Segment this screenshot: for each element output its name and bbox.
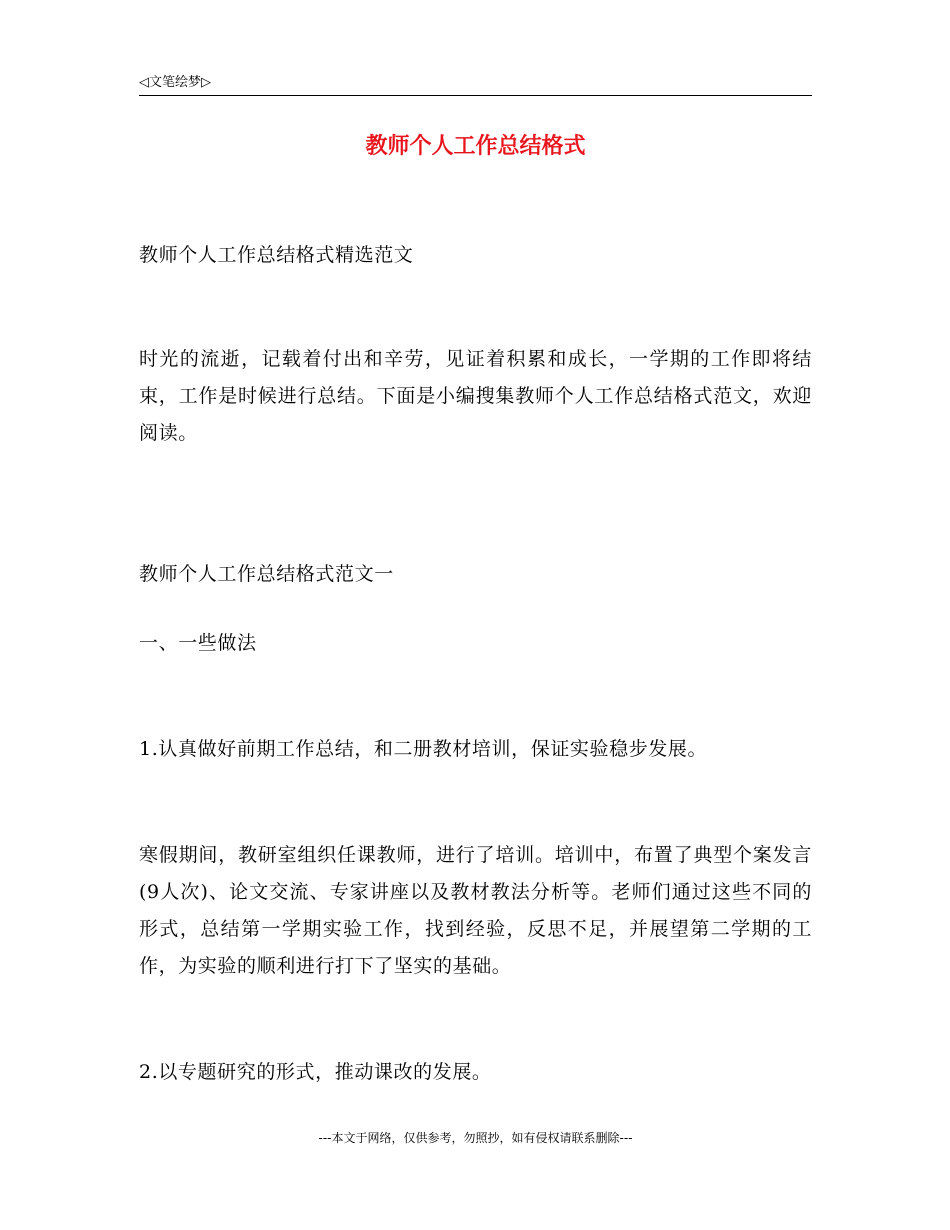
body-paragraph-winter-training: 寒假期间，教研室组织任课教师，进行了培训。培训中，布置了典型个案发言(9人次)、论文交流、专家讲座以及教材教法分析等。老师们通过这些不同的形式，总结第一学期实验工作，找到经验，反思不足，并展望第二学期的工作，为实验的顺利进行打下了坚实的基础。 bbox=[139, 844, 812, 977]
section-heading-practices: 一、一些做法 bbox=[139, 632, 257, 654]
left-triangle-icon: ◁ bbox=[139, 75, 149, 90]
subtitle-paragraph: 教师个人工作总结格式精选范文 bbox=[139, 244, 414, 266]
document-title: 教师个人工作总结格式 bbox=[365, 134, 586, 159]
header-brand: 文笔绘梦 bbox=[149, 75, 202, 90]
page-header bbox=[139, 73, 812, 96]
item-one-paragraph: 1.认真做好前期工作总结，和二册教材培训，保证实验稳步发展。 bbox=[139, 738, 708, 760]
page-footer-disclaimer: ---本文于网络，仅供参考，勿照抄，如有侵权请联系删除--- bbox=[318, 1131, 633, 1145]
right-triangle-icon: ▷ bbox=[201, 75, 212, 90]
section-heading-sample-one: 教师个人工作总结格式范文一 bbox=[139, 563, 394, 585]
item-two-paragraph: 2.以专题研究的形式，推动课改的发展。 bbox=[139, 1061, 492, 1083]
intro-paragraph: 时光的流逝，记载着付出和辛劳，见证着积累和成长，一学期的工作即将结束，工作是时候进行总结。下面是小编搜集教师个人工作总结格式范文，欢迎阅读。 bbox=[139, 348, 812, 444]
